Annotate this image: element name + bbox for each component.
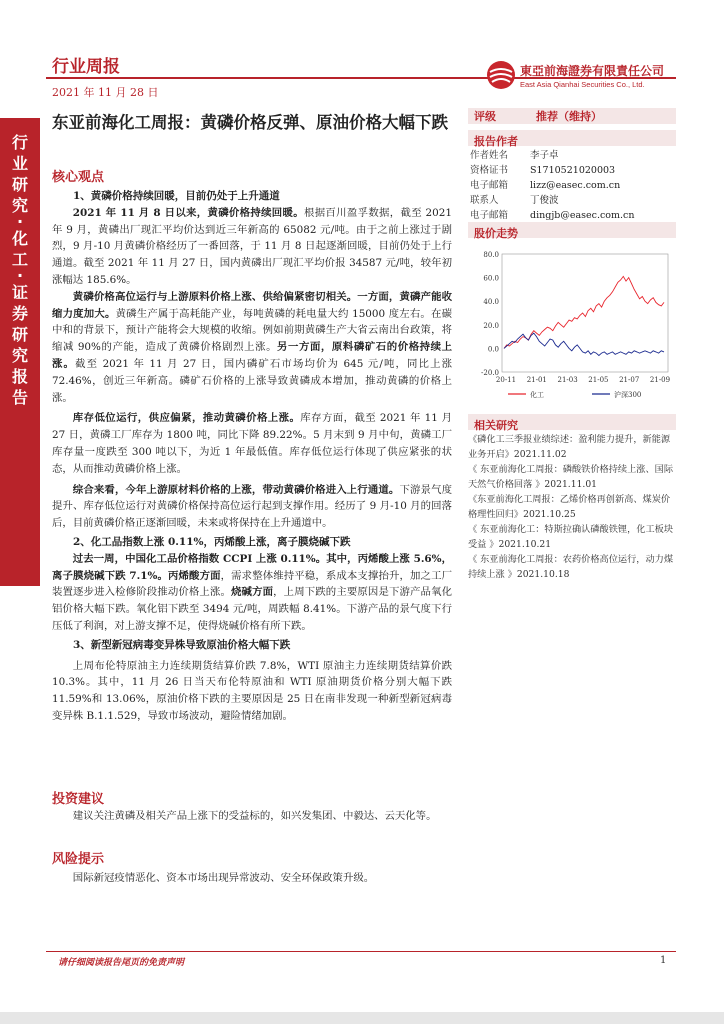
sidebar-char: 券 [11, 304, 28, 323]
bottom-strip [0, 1012, 724, 1024]
report-date: 2021 年 11 月 28 日 [52, 86, 159, 99]
related-box [468, 414, 676, 582]
related-item[interactable]: 《 东亚前海化工：特斯拉确认磷酸铁锂，化工板块受益 》2021.10.21 [468, 524, 674, 550]
related-item[interactable]: 《东亚前海化工周报：乙烯价格再创新高、煤炭价格理性回归》2021.10.25 [468, 494, 671, 520]
sidebar-char: 业 [11, 154, 28, 173]
y-tick-label: 40.0 [483, 298, 499, 307]
sidebar-char: 报 [11, 367, 28, 386]
author-row [470, 148, 676, 163]
paragraph-1: 2021 年 11 月 8 日以来，黄磷价格持续回暖。根据百川盈孚数据，截至 2021 年 9 月，黄磷出厂现汇平均价达到近三年新高的 65082 元/吨。由于之前上涨过于剧烈，9 月-10 月黄磷价格经历了一番回落，于 11 月 8 日起逐渐回暖，目前仍处于上行通道。截至 2021 年 11 月 27 日，国内黄磷出厂现汇平均价报 34587 元/吨，较年初涨幅达 185.6%。 [52, 206, 452, 286]
company-name-cn: 東亞前海證券有限責任公司 [520, 64, 665, 78]
y-tick-label: -20.0 [481, 369, 499, 377]
author-row-value: 丁俊波 [530, 195, 559, 206]
y-tick-label: 60.0 [483, 274, 499, 283]
page-number: 1 [660, 955, 667, 966]
subheading-2: 2、化工品指数上涨 0.11%，丙烯酸上涨，离子膜烧碱下跌 [73, 535, 351, 548]
core-heading: 核心观点 [52, 170, 105, 185]
related-item[interactable]: 《 东亚前海化工周报：农药价格高位运行，动力煤持续上涨 》2021.10.18 [468, 554, 674, 580]
sidebar-label [0, 132, 40, 408]
sidebar-char: 证 [11, 283, 28, 302]
author-row-value: S1710521020003 [530, 165, 616, 176]
related-label: 相关研究 [474, 419, 518, 432]
legend-label: 沪深300 [614, 391, 642, 399]
author-row [470, 163, 676, 178]
sidebar-char: 研 [11, 175, 28, 194]
chart-plot-area [502, 254, 668, 372]
author-row-key: 作者姓名 [470, 150, 509, 161]
rating-value: 推荐（维持） [536, 110, 602, 123]
series-line-chemical [504, 276, 664, 348]
author-row-value[interactable]: dingjb@easec.com.cn [530, 210, 635, 221]
author-row [470, 193, 676, 208]
y-tick-label: 0.0 [487, 345, 499, 354]
company-logo-icon [486, 60, 516, 94]
stock-chart-svg [468, 244, 676, 404]
sidebar-char: 化 [11, 229, 28, 248]
paragraph-6: 上周布伦特原油主力连续期货结算价跌 7.8%，WTI 原油主力连续期货结算价跌 10.3%。其中，11 月 26 日当天布伦特原油和 WTI 原油期货价格分别大幅下跌 11.59%和 13.06%，原油价格下跌的主要原因是 25 日在南非发现一种新型新冠病毒变异株 B.1.1.529，导致市场波动，避险情绪加剧。 [52, 659, 452, 722]
author-row [470, 208, 676, 223]
subheading-1: 1、黄磷价格持续回暖，目前仍处于上升通道 [73, 190, 280, 202]
y-tick-label: 80.0 [483, 251, 499, 259]
stock-chart [468, 244, 676, 408]
sidebar-char: 工 [11, 250, 28, 269]
author-row-key: 联系人 [470, 195, 499, 206]
sidebar-char: 研 [11, 325, 28, 344]
invest-body: 建议关注黄磷及相关产品上涨下的受益标的，如兴发集团、中毅达、云天化等。 [72, 810, 437, 822]
author-row-value[interactable]: lizz@easec.com.cn [530, 180, 621, 191]
x-tick-label: 21-01 [526, 376, 547, 384]
x-tick-label: 21-05 [588, 376, 609, 384]
x-tick-label: 21-07 [619, 376, 640, 384]
x-tick-label: 21-03 [557, 376, 578, 384]
invest-heading: 投资建议 [52, 792, 105, 807]
rating-box [468, 108, 676, 124]
disclaimer-link[interactable]: 请仔细阅读报告尾页的免责声明 [58, 958, 185, 968]
report-title: 东亚前海化工周报：黄磷价格反弹、原油价格大幅下跌 [52, 113, 448, 132]
paragraph-2: 黄磷价格高位运行与上游原料价格上涨、供给偏紧密切相关。一方面，黄磷产能收缩力度加大。黄磷生产属于高耗能产业，每吨黄磷的耗电量大约 15000 度左右。在碳中和的背景下，预计产能将会大规模的收缩。例如前期黄磷生产大省云南出台政策，将缩减 90%的产能，造成了黄磷价格剧烈上涨。另一方面，原料磷矿石的价格持续上涨。截至 2021 年 11 月 27 日，国内磷矿石市场均价为 645 元/吨，同比上涨 72.46%，创近三年新高。磷矿石价格的上涨导致黄磷成本增加，推动黄磷的价格上涨。 [52, 290, 453, 404]
y-tick-label: 20.0 [483, 321, 499, 330]
related-list [468, 432, 676, 582]
authors-box [468, 130, 676, 223]
subheading-3: 3、新型新冠病毒变异株导致原油价格大幅下跌 [73, 638, 291, 651]
core-body [52, 188, 452, 725]
author-row-key: 资格证书 [470, 165, 509, 176]
sidebar-char: · [16, 266, 24, 285]
author-row-value: 李子卓 [530, 150, 559, 161]
paragraph-3: 库存低位运行，供应偏紧，推动黄磷价格上涨。库存方面，截至 2021 年 11 月 27 日，黄磷工厂库存为 1800 吨，同比下降 89.22%。5 月末到 9 月中旬，黄磷工厂库存量一度跌至 300 吨以下，为近 1 年最低值。库存低位运行体现了供应紧张的状态，从而推动黄磷价格上涨。 [52, 412, 452, 475]
sidebar-char: 行 [11, 133, 28, 152]
sidebar-char: 告 [11, 388, 28, 407]
footer-divider [46, 951, 676, 952]
author-row [470, 178, 676, 193]
author-row-key: 电子邮箱 [470, 180, 509, 191]
company-name-en: East Asia Qianhai Securities Co., Ltd. [520, 80, 645, 89]
stock-box [468, 222, 676, 238]
related-item[interactable]: 《磷化工三季报业绩综述：盈利能力提升，新能源业务开启》2021.11.02 [468, 434, 671, 460]
legend-label: 化工 [530, 391, 544, 399]
authors-label: 报告作者 [474, 135, 518, 148]
sidebar-char: 究 [11, 196, 28, 215]
sidebar-char: 究 [11, 346, 28, 365]
paragraph-4: 综合来看，今年上游原材料价格的上涨，带动黄磷价格进入上行通道。下游景气度提升、库存低位运行对黄磷价格保持高位运行起到支撑作用。经历了 9 月-10 月的回落后，目前黄磷价格正逐渐回暖，未来或将保持在上升通道中。 [52, 483, 453, 530]
rating-label: 评级 [474, 110, 496, 123]
risk-heading: 风险提示 [52, 852, 105, 867]
author-row-key: 电子邮箱 [470, 210, 509, 221]
x-tick-label: 21-09 [649, 376, 671, 384]
x-tick-label: 20-11 [495, 376, 517, 384]
sidebar-char: · [16, 212, 24, 231]
related-item[interactable]: 《 东亚前海化工周报：磷酸铁价格持续上涨、国际天然气价格回落 》2021.11.01 [468, 464, 674, 490]
series-line-csi300 [504, 333, 664, 355]
paragraph-5: 过去一周，中国化工品价格指数 CCPI 上涨 0.11%。其中，丙烯酸上涨 5.6%，离子膜烧碱下跌 7.1%。丙烯酸方面，需求整体维持平稳，系成本支撑抬升，加之工厂装置逐步进入检修阶段推动价格上涨。烧碱方面，上周下跌的主要原因是下游产品氧化铝价格大幅下跌。氧化铝下跌至 3494 元/吨，周跌幅 8.41%。下游产品的景气度下行压低了利润，对上游支撑不足，使得烧碱价格有所下跌。 [52, 552, 453, 632]
authors-list [468, 148, 676, 223]
section-title: 行业周报 [52, 57, 120, 77]
risk-body: 国际新冠疫情恶化、资本市场出现异常波动、安全环保政策升级。 [72, 872, 375, 884]
stock-label: 股价走势 [474, 227, 518, 240]
